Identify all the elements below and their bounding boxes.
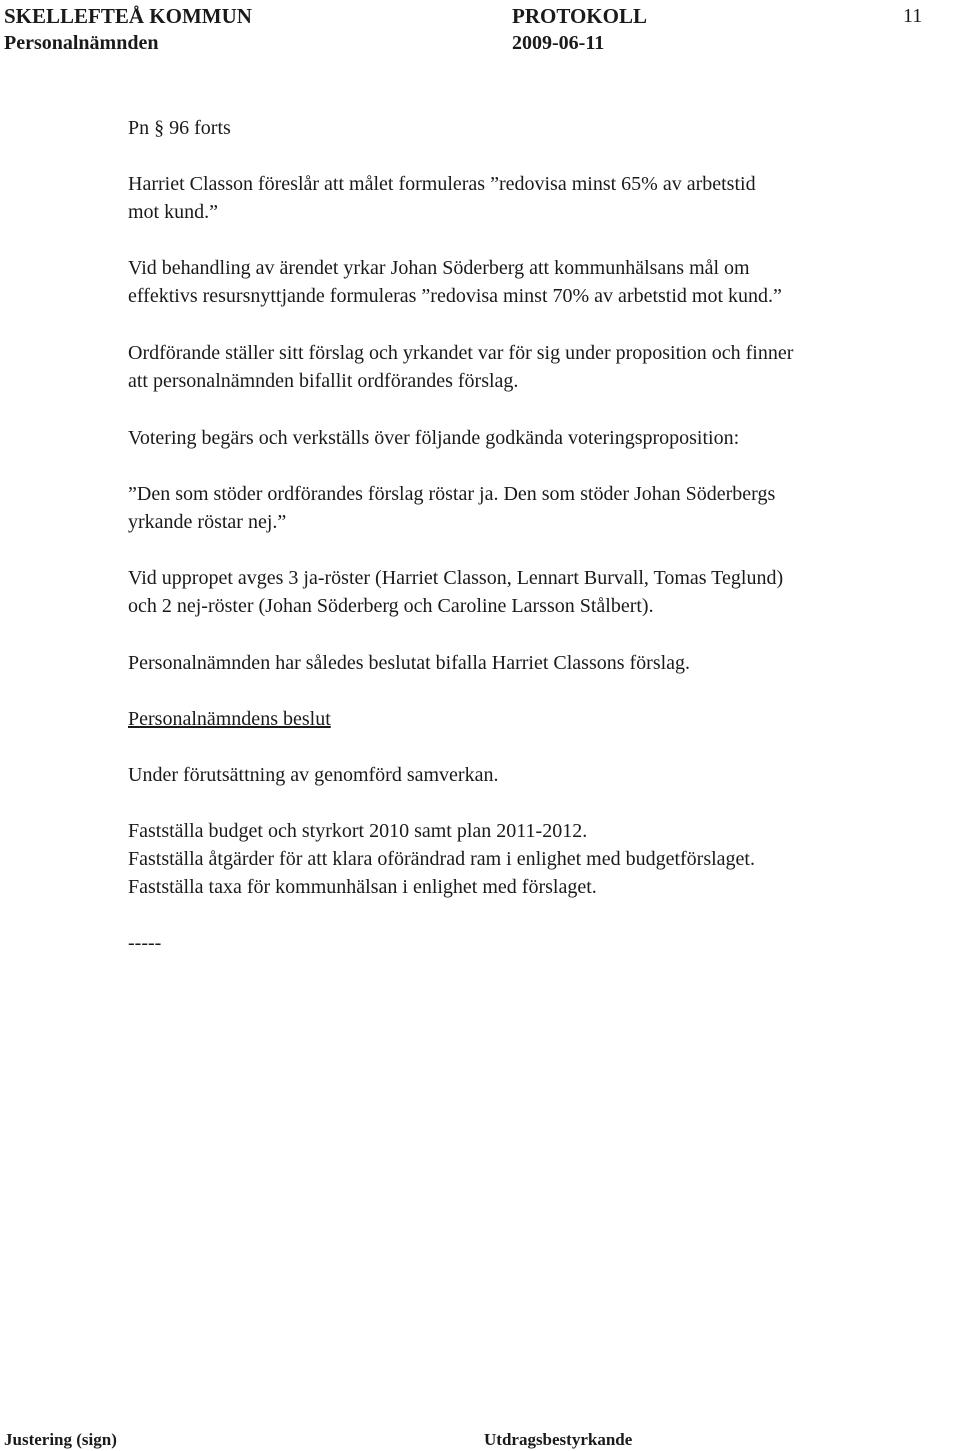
proposition-paragraph: Ordförande ställer sitt förslag och yrkandet var för sig under proposition och finner att personalnämnden bifallit ordförandes förslag. bbox=[128, 342, 794, 392]
condition-paragraph: Under förutsättning av genomförd samverkan. bbox=[128, 764, 499, 786]
org-name: SKELLEFTEÅ KOMMUN bbox=[4, 4, 252, 28]
decision-heading: Personalnämndens beslut bbox=[128, 708, 331, 730]
page-number: 11 bbox=[903, 5, 923, 27]
vote-request-paragraph: Votering begärs och verkställs över följande godkända voteringsproposition: bbox=[128, 427, 740, 449]
decision-item: Fastställa taxa för kommunhälsan i enlighet med förslaget. bbox=[128, 876, 597, 898]
end-separator: ----- bbox=[128, 932, 162, 954]
outcome-paragraph: Personalnämnden har således beslutat bifalla Harriet Classons förslag. bbox=[128, 652, 691, 674]
sign-label: Justering (sign) bbox=[4, 1430, 117, 1449]
section-reference: Pn § 96 forts bbox=[128, 117, 231, 139]
vote-proposition-paragraph: ”Den som stöder ordförandes förslag röstar ja. Den som stöder Johan Söderbergs yrkande röstar nej.” bbox=[128, 483, 776, 533]
extract-certification-label: Utdragsbestyrkande bbox=[484, 1430, 633, 1449]
proposal-paragraph: Harriet Classon föreslår att målet formuleras ”redovisa minst 65% av arbetstid mot kund.” bbox=[128, 173, 756, 223]
decision-list bbox=[128, 817, 950, 901]
decision-item: Fastställa åtgärder för att klara oförändrad ram i enlighet med budgetförslaget. bbox=[128, 848, 755, 870]
vote-result-paragraph: Vid uppropet avges 3 ja-röster (Harriet Classon, Lennart Burvall, Tomas Teglund) och 2 nej-röster (Johan Söderberg och Caroline Larsson Stålbert). bbox=[128, 567, 784, 617]
committee-name: Personalnämnden bbox=[4, 32, 159, 54]
motion-paragraph: Vid behandling av ärendet yrkar Johan Söderberg att kommunhälsans mål om effektivs resursnyttjande formuleras ”redovisa minst 70% av arbetstid mot kund.” bbox=[128, 257, 782, 307]
meeting-date: 2009-06-11 bbox=[512, 32, 605, 54]
decision-item: Fastställa budget och styrkort 2010 samt plan 2011-2012. bbox=[128, 820, 588, 842]
document-type: PROTOKOLL bbox=[512, 4, 647, 28]
